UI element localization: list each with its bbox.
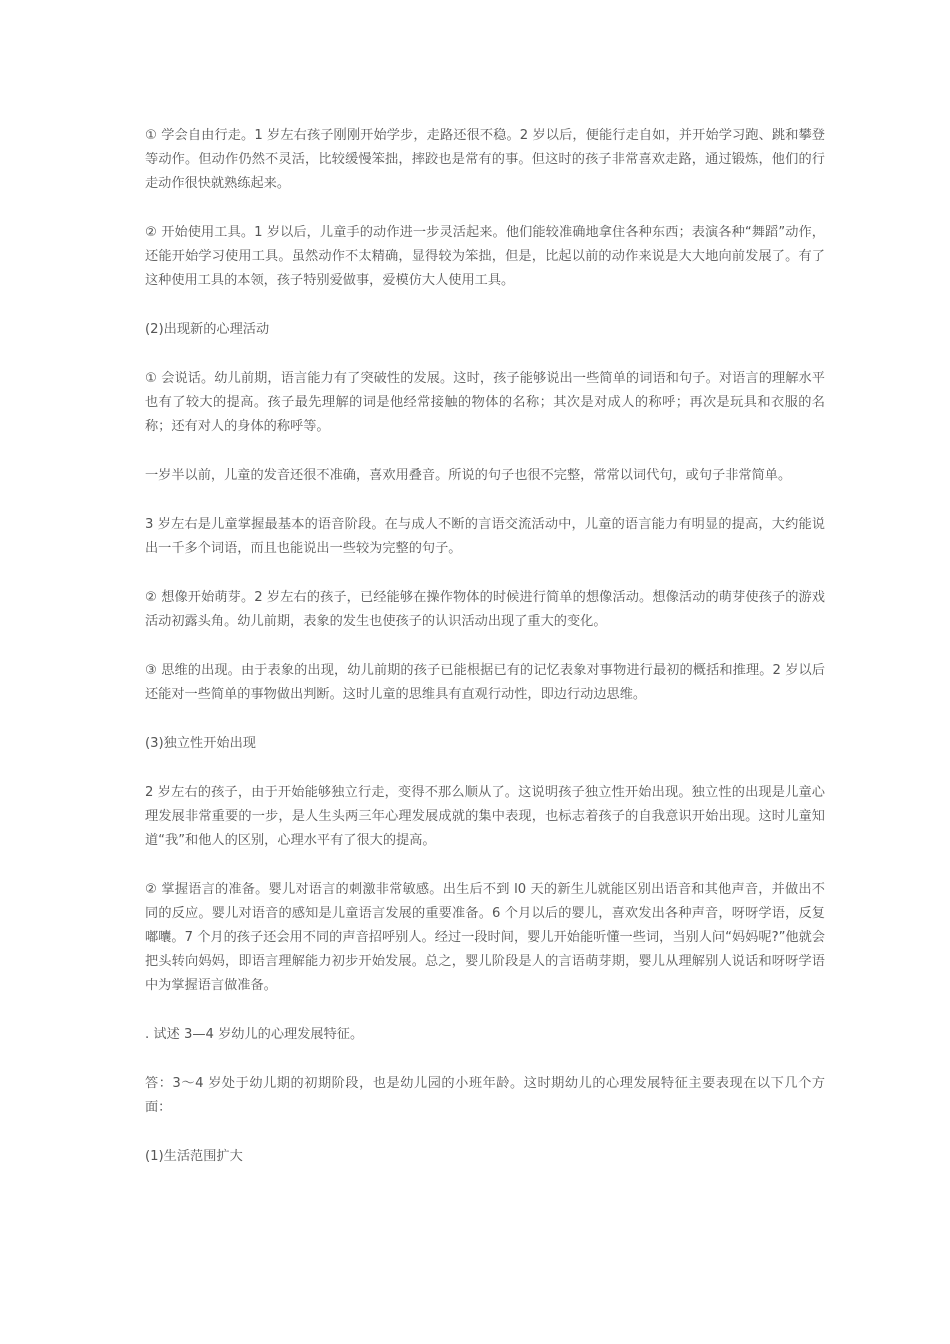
section-heading-independence: (3)独立性开始出现 xyxy=(145,736,256,751)
question-3-4-years: . 试述 3—4 岁幼儿的心理发展特征。 xyxy=(145,1027,364,1042)
section-heading-life-scope: (1)生活范围扩大 xyxy=(145,1149,243,1164)
paragraph-independence: 2 岁左右的孩子，由于开始能够独立行走，变得不那么顺从了。这说明孩子独立性开始出现。独立性的出现是儿童心理发展非常重要的一步，是人生头两三年心理发展成就的集中表现，也标志着孩子的自我意识开始出现。这时儿童知道“我”和他人的区别，心理水平有了很大的提高。 xyxy=(145,785,825,848)
paragraph-thinking: ③ 思维的出现。由于表象的出现，幼儿前期的孩子已能根据已有的记忆表象对事物进行最初的概括和推理。2 岁以后还能对一些简单的事物做出判断。这时儿童的思维具有直观行动性，即边行动边思维。 xyxy=(145,663,825,702)
paragraph-imagination: ② 想像开始萌芽。2 岁左右的孩子，已经能够在操作物体的时候进行简单的想像活动。想像活动的萌芽使孩子的游戏活动初露头角。幼儿前期，表象的发生也使孩子的认识活动出现了重大的变化。 xyxy=(145,590,825,629)
paragraph-tools: ② 开始使用工具。1 岁以后，儿童手的动作进一步灵活起来。他们能较准确地拿住各种东西；表演各种“舞蹈”动作，还能开始学习使用工具。虽然动作不太精确，显得较为笨拙，但是，比起以前的动作来说是大大地向前发展了。有了这种使用工具的本领，孩子特别爱做事，爱模仿大人使用工具。 xyxy=(145,225,825,288)
answer-3-4-years: 答：3～4 岁处于幼儿期的初期阶段，也是幼儿园的小班年龄。这时期幼儿的心理发展特征主要表现在以下几个方面： xyxy=(145,1076,825,1115)
document-body xyxy=(145,124,825,1194)
paragraph-speaking: ① 会说话。幼儿前期，语言能力有了突破性的发展。这时，孩子能够说出一些简单的词语和句子。对语言的理解水平也有了较大的提高。孩子最先理解的词是他经常接触的物体的名称；其次是对成人的称呼；再次是玩具和衣服的名称；还有对人的身体的称呼等。 xyxy=(145,371,825,434)
paragraph-phonetics-stage: 3 岁左右是儿童掌握最基本的语音阶段。在与成人不断的言语交流活动中，儿童的语言能力有明显的提高，大约能说出一千多个词语，而且也能说出一些较为完整的句子。 xyxy=(145,517,825,556)
paragraph-language-preparation: ② 掌握语言的准备。婴儿对语言的刺激非常敏感。出生后不到 l0 天的新生儿就能区别出语音和其他声音，并做出不同的反应。婴儿对语音的感知是儿童语言发展的重要准备。6 个月以后的婴儿，喜欢发出各种声音，呀呀学语，反复嘟囔。7 个月的孩子还会用不同的声音招呼别人。经过一段时间，婴儿开始能听懂一些词，当别人问“妈妈呢?”他就会把头转向妈妈，即语言理解能力初步开始发展。总之，婴儿阶段是人的言语萌芽期，婴儿从理解别人说话和呀呀学语中为掌握语言做准备。 xyxy=(145,882,825,993)
paragraph-walking: ① 学会自由行走。1 岁左右孩子刚刚开始学步，走路还很不稳。2 岁以后，便能行走自如，并开始学习跑、跳和攀登等动作。但动作仍然不灵活，比较缓慢笨拙，摔跤也是常有的事。但这时的孩子非常喜欢走路，通过锻炼，他们的行走动作很快就熟练起来。 xyxy=(145,128,825,191)
section-heading-new-mental-activity: (2)出现新的心理活动 xyxy=(145,322,270,337)
paragraph-pronunciation: 一岁半以前，儿童的发音还很不准确，喜欢用叠音。所说的句子也很不完整，常常以词代句，或句子非常简单。 xyxy=(145,468,792,483)
